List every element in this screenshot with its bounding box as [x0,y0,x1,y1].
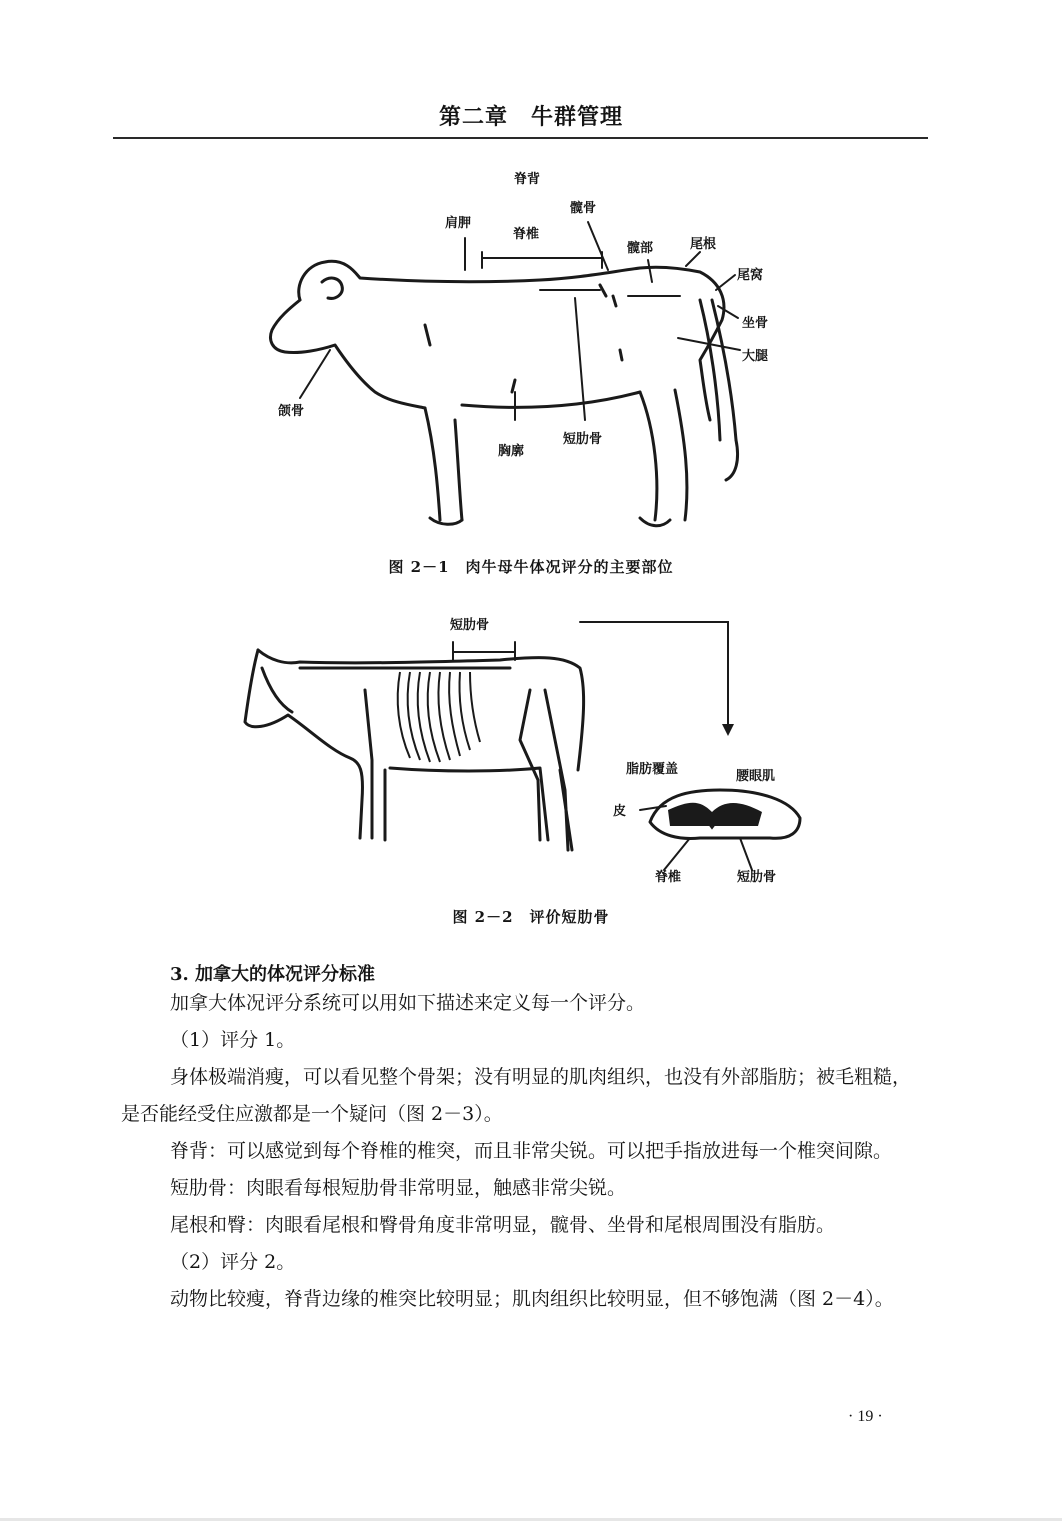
label-tail-head: 尾根 [690,237,717,252]
label-short-ribs: 短肋骨 [563,432,603,447]
label-chest: 胸廓 [498,444,525,459]
section-heading: 3. 加拿大的体况评分标准 [170,964,376,985]
label-short-ribs-bottom: 短肋骨 [737,870,777,885]
label-tail-pocket: 尾窝 [737,268,764,283]
paragraph: 短肋骨：肉眼看每根短肋骨非常明显，触感非常尖锐。 [170,1177,627,1199]
label-hip-region: 髋部 [627,241,654,256]
label-vertebra: 脊椎 [655,870,682,885]
label-shoulder-blade: 肩胛 [445,216,472,231]
label-thigh: 大腿 [742,349,769,364]
paragraph: （2）评分 2。 [170,1251,296,1273]
paragraph: 身体极端消瘦，可以看见整个骨架；没有明显的肌肉组织，也没有外部脂肪；被毛粗糙，是否能经受住应激都是一个疑问（图 2－3）。 [121,1066,912,1125]
page-number: · 19 · [848,1408,883,1425]
paragraph: 加拿大体况评分系统可以用如下描述来定义每一个评分。 [170,992,646,1014]
label-fat-cover: 脂肪覆盖 [626,762,679,777]
paragraph: （1）评分 1。 [170,1029,296,1051]
figure-2-1-caption: 图 2－1 肉牛母牛体况评分的主要部位 [388,558,674,576]
label-jaw-bone: 颌骨 [278,404,305,419]
label-loin-eye: 腰眼肌 [736,769,776,784]
page-bottom-edge [0,1518,1062,1521]
label-hip-bone: 髋骨 [570,201,597,216]
figure-2-2-caption: 图 2－2 评价短肋骨 [452,908,610,926]
paragraph: 尾根和臀：肉眼看尾根和臀骨角度非常明显，髋骨、坐骨和尾根周围没有脂肪。 [170,1214,836,1236]
body-text [121,985,927,1318]
paragraph: 脊背：可以感觉到每个脊椎的椎突，而且非常尖锐。可以把手指放进每一个椎突间隙。 [170,1140,893,1162]
label-spine-back: 脊背 [514,172,541,187]
label-skin: 皮 [613,804,627,819]
label-pin-bone: 坐骨 [742,316,769,331]
label-short-ribs-top: 短肋骨 [450,618,490,633]
running-head: 第二章 牛群管理 [438,104,623,130]
paragraph: 动物比较瘦，脊背边缘的椎突比较明显；肌肉组织比较明显，但不够饱满（图 2－4）。 [170,1288,894,1310]
label-vertebrae: 脊椎 [513,227,540,242]
